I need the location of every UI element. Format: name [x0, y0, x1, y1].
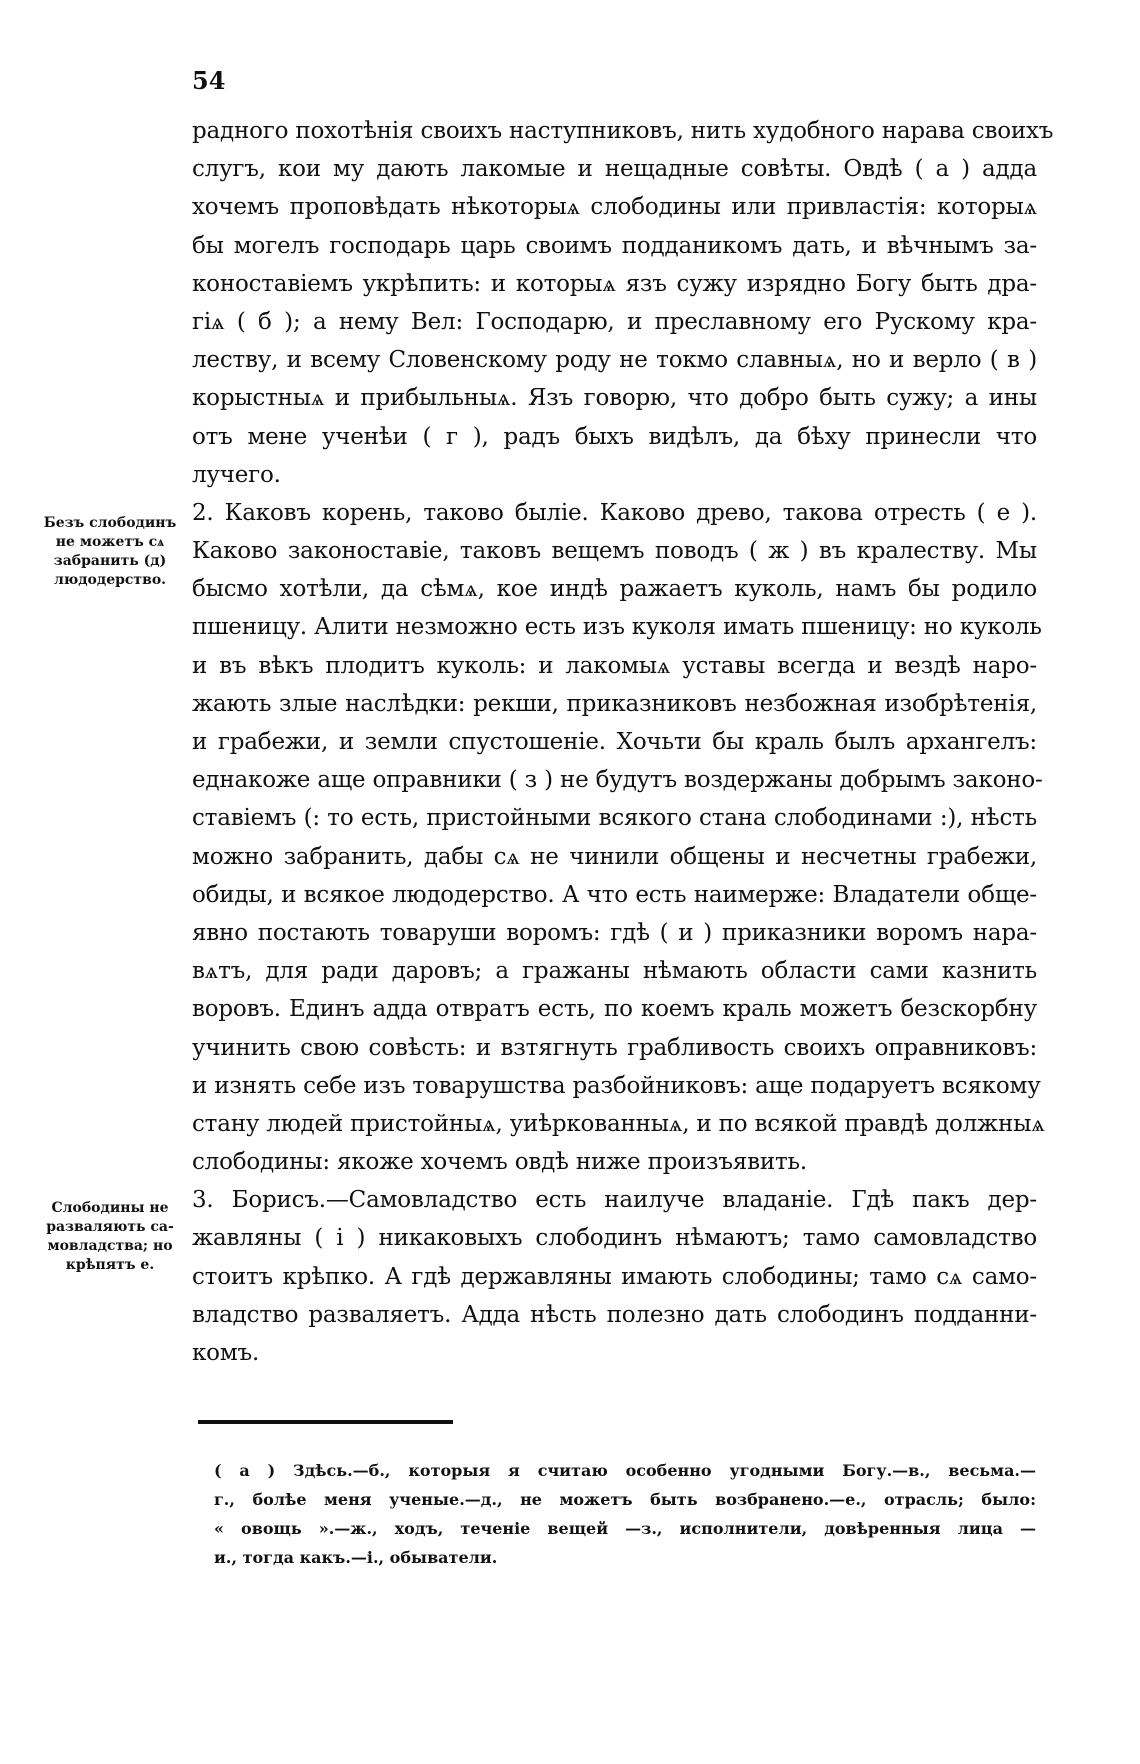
text-line: пшеницу. Алити незможно есть изъ куколя имать пшеницу: но куколь [192, 614, 1042, 641]
margin-note [30, 1199, 190, 1275]
text-line: слугъ, кои му дають лакомые и нещадные совѣты. Овдѣ ( а ) адда [192, 156, 1037, 183]
text-line: можно забранить, дабы сѧ не чинили общены и несчетны грабежи, [192, 843, 1037, 870]
text-line: 3. Борисъ.—Самовладство есть наилуче владаніе. Гдѣ пакъ дер- [192, 1187, 1037, 1214]
footnotes [214, 1456, 1036, 1572]
footnote-divider [198, 1420, 453, 1424]
text-line: ставіемъ (: то есть, пристойными всякого стана слободинами :), нѣсть [192, 805, 1037, 832]
margin-note-line: Слободины не [51, 1200, 169, 1216]
text-line: стану людей пристойныѧ, уиѣркованныѧ, и по всякой правдѣ должныѧ [192, 1110, 1045, 1137]
page-number: 54 [192, 66, 226, 95]
text-line: и изнять себе изъ товарушства разбойниковъ: аще подаруетъ всякому [192, 1072, 1041, 1099]
margin-note-line: Безъ слободинъ [43, 515, 177, 531]
footnote-line: г., болѣе меня ученые.—д., не можетъ быть возбранено.—е., отрасль; было: [214, 1490, 1036, 1509]
text-line: радного похотѣнія своихъ наступниковъ, нить худобного нарава своихъ [192, 118, 1054, 144]
text-line: корыстныѧ и прибыльныѧ. Язъ говорю, что добро быть сужу; а ины [192, 385, 1037, 412]
text-line: и въ вѣкъ плодитъ куколь: и лакомыѧ уставы всегда и вездѣ наро- [192, 652, 1037, 679]
text-line: слободины: якоже хочемъ овдѣ ниже произъявить. [192, 1149, 807, 1176]
margin-note-line: забранить (д) [53, 553, 167, 569]
text-line: стоитъ крѣпко. А гдѣ державляны имають слободины; тамо сѧ само- [192, 1263, 1037, 1290]
text-line: лучего. [192, 461, 281, 488]
text-line: владство разваляетъ. Адда нѣсть полезно дать слободинъ подданни- [192, 1301, 1037, 1328]
text-line: жають злые наслѣдки: рекши, приказниковъ незбожная изобрѣтенія, [192, 690, 1037, 717]
text-line: бысмо хотѣли, да сѣмѧ, кое индѣ ражаетъ куколь, намъ бы родило [192, 576, 1037, 603]
text-line: леству, и всему Словенскому роду не токмо славныѧ, но и верло ( в ) [192, 347, 1037, 374]
margin-note-line: не можетъ сѧ [55, 534, 165, 550]
text-line: явно постають товаруши воромъ: гдѣ ( и ) приказники воромъ нара- [192, 919, 1037, 946]
text-line: жавляны ( і ) никаковыхъ слободинъ нѣмаютъ; тамо самовладство [192, 1225, 1037, 1252]
text-line: 2. Каковъ корень, таково быліе. Каково древо, такова отресть ( е ). [192, 499, 1037, 526]
footnote-line: и., тогда какъ.—і., обыватели. [214, 1548, 498, 1567]
text-line: воровъ. Единъ адда отвратъ есть, по коемъ краль можетъ безскорбну [192, 996, 1037, 1023]
text-line: коноставіемъ укрѣпить: и которыѧ язъ сужу изрядно Богу быть дра- [192, 270, 1037, 297]
text-line: учинить свою совѣсть: и взтягнуть грабливость своихъ оправниковъ: [192, 1034, 1037, 1061]
text-line: и грабежи, и земли спустошеніе. Хочьти бы краль былъ архангелъ: [192, 729, 1037, 755]
body-text [192, 112, 1054, 1372]
margin-note-line: разваляють са- [46, 1219, 174, 1235]
text-line: обиды, и всякое людодерство. А что есть наимерже: Владатели обще- [192, 881, 1037, 908]
margin-note-line: мовладства; но [47, 1238, 173, 1254]
text-line: бы могелъ господарь царь своимъ подданикомъ дать, и вѣчнымъ за- [192, 232, 1037, 259]
footnote-line: « овощь ».—ж., ходъ, теченіе вещей —з., исполнители, довѣренныя лица — [214, 1519, 1036, 1538]
footnote-line: ( а ) Здѣсь.—б., которыя я считаю особенно угодными Богу.—в., весьма.— [214, 1461, 1036, 1480]
text-line: еднакоже аще оправники ( з ) не будутъ воздержаны добрымъ законо- [192, 767, 1043, 794]
text-line: комъ. [192, 1340, 260, 1366]
margin-note-line: людодерство. [53, 572, 167, 588]
text-line: отъ мене ученѣи ( г ), радъ быхъ видѣлъ, да бѣху принесли что [192, 423, 1037, 450]
text-line: Каково законоставіе, таковъ вещемъ поводъ ( ж ) въ кралеству. Мы [192, 538, 1037, 565]
text-line: хочемъ проповѣдать нѣкоторыѧ слободины или привластія: которыѧ [192, 194, 1037, 221]
margin-note-line: крѣпятъ е. [65, 1257, 155, 1273]
margin-note [30, 514, 190, 590]
text-line: вѧтъ, для ради даровъ; а гражаны нѣмають области сами казнить [192, 958, 1037, 985]
text-line: гіѧ ( б ); а нему Вел: Господарю, и преславному его Рускому кра- [192, 308, 1037, 335]
